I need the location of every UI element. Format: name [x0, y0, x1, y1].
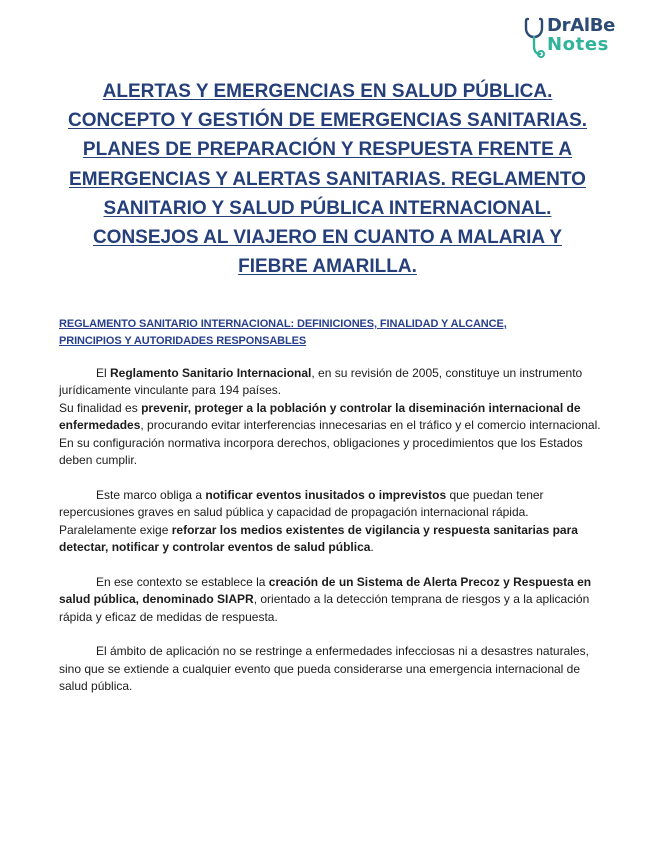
- title-line: PLANES DE PREPARACIÓN Y RESPUESTA FRENTE A: [82, 139, 573, 161]
- paragraph-siapr: En ese contexto se establece la creación de un Sistema de Alerta Precoz y Respuesta en salud pública, denominado SIAPR, orientado a la detección temprana de riesgos y a la aplicación rápida y eficaz de medidas de respuesta.: [59, 574, 592, 624]
- bold-phrase: prevenir, proteger a la población y controlar la diseminación internacional de enfermedades: [59, 400, 581, 433]
- title-line: CONCEPTO Y GESTIÓN DE EMERGENCIAS SANITARIAS.: [67, 110, 588, 132]
- document-body: [59, 365, 604, 696]
- bold-phrase: reforzar los medios existentes de vigilancia y respuesta sanitarias para detectar, notificar y controlar eventos de salud pública: [59, 522, 578, 555]
- brand-logo: [524, 16, 628, 64]
- paragraph-rsi-definition: El Reglamento Sanitario Internacional, en su revisión de 2005, constituye un instrumento jurídicamente vinculante para 194 países.: [59, 366, 583, 398]
- bold-phrase: Reglamento Sanitario Internacional: [110, 366, 312, 380]
- title-line: SANITARIO Y SALUD PÚBLICA INTERNACIONAL.: [103, 197, 552, 219]
- title-line: CONSEJOS AL VIAJERO EN CUANTO A MALARIA Y: [92, 227, 563, 249]
- paragraph-purpose: Su finalidad es prevenir, proteger a la población y controlar la diseminación internacional de enfermedades, procurando evitar interferencias innecesarias en el tráfico y el comercio internacional.: [59, 400, 601, 433]
- title-line: ALERTAS Y EMERGENCIAS EN SALUD PÚBLICA.: [102, 81, 553, 102]
- section-heading-line: PRINCIPIOS Y AUTORIDADES RESPONSABLES: [59, 335, 307, 347]
- spacer: [59, 556, 604, 573]
- logo-wordmark-bottom: Notes: [547, 34, 609, 55]
- paragraph-surveillance: Paralelamente exige reforzar los medios existentes de vigilancia y respuesta sanitarias para detectar, notificar y controlar eventos de salud pública.: [59, 522, 578, 555]
- logo-wordmark-top: DrAlBe: [547, 15, 616, 36]
- paragraph-notification: Este marco obliga a notificar eventos inusitados o imprevistos que puedan tener repercusiones graves en salud pública y capacidad de propagación internacional rápida.: [59, 487, 544, 520]
- title-line: EMERGENCIAS Y ALERTAS SANITARIAS. REGLAMENTO: [69, 168, 586, 190]
- paragraph-scope: El ámbito de aplicación no se restringe a enfermedades infecciosas ni a desastres naturales, sino que se extiende a cualquier evento que pueda considerarse una emergencia internacional de salud pública.: [59, 644, 589, 694]
- bold-phrase: notificar eventos inusitados o imprevistos: [205, 487, 447, 502]
- section-heading-line: REGLAMENTO SANITARIO INTERNACIONAL: DEFINICIONES, FINALIDAD Y ALCANCE,: [59, 318, 507, 330]
- title-line: FIEBRE AMARILLA.: [238, 256, 417, 278]
- document-title: [40, 77, 615, 281]
- section-heading: [59, 316, 559, 350]
- bold-phrase: creación de un Sistema de Alerta Precoz y Respuesta en salud pública, denominado SIAPR: [59, 574, 592, 607]
- paragraph-normative: En su configuración normativa incorpora derechos, obligaciones y procedimientos que los Estados deben cumplir.: [59, 435, 583, 468]
- spacer: [59, 469, 604, 486]
- stethoscope-icon: [524, 16, 546, 60]
- spacer: [59, 626, 604, 643]
